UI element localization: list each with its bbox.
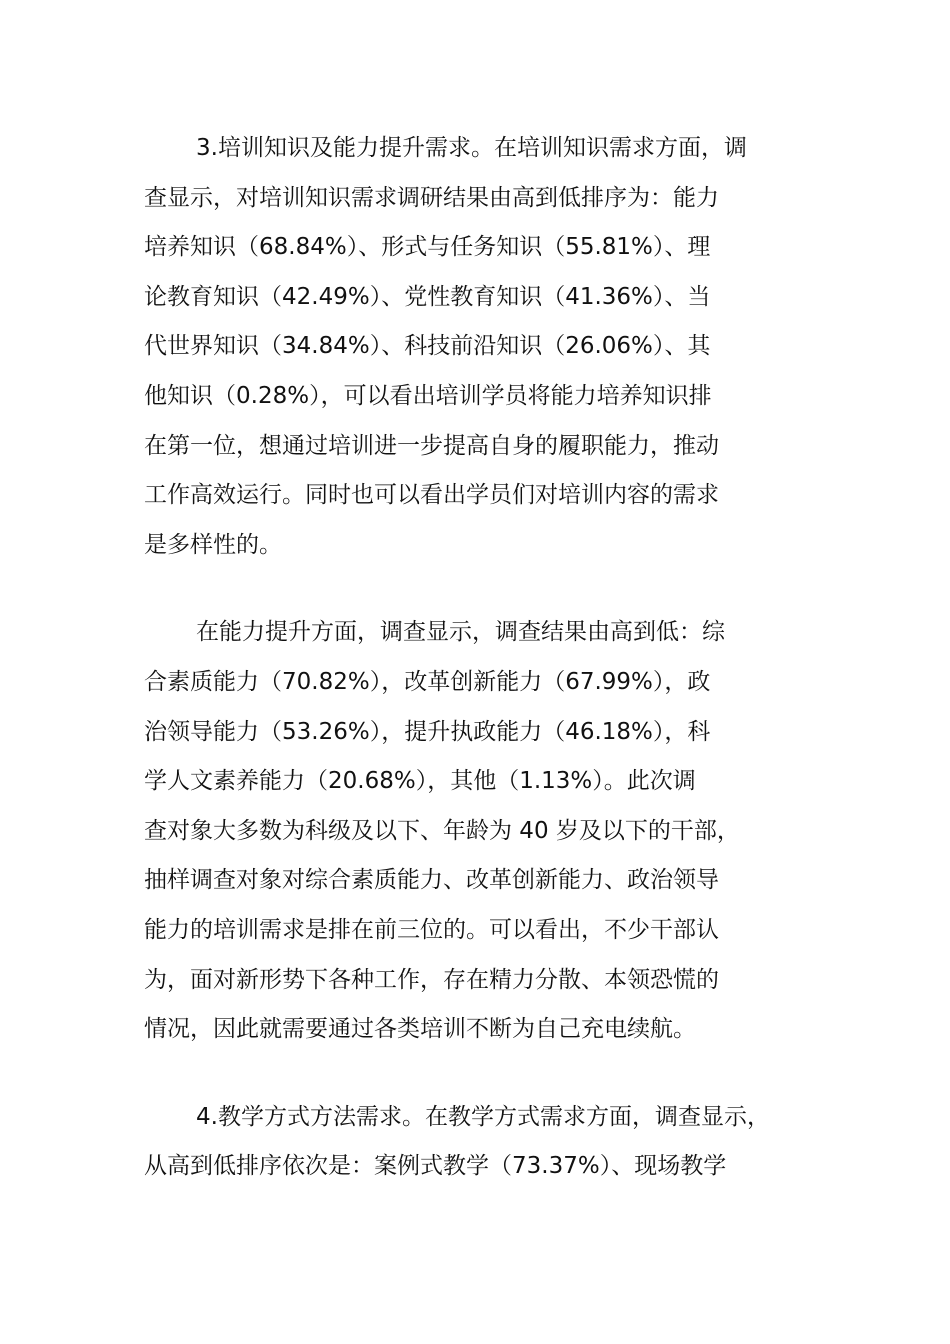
paragraph-line: 在能力提升方面，调查显示，调查结果由高到低：综 — [196, 619, 725, 646]
paragraph-line: 代世界知识（34.84%）、科技前沿知识（26.06%）、其 — [144, 333, 711, 360]
paragraph-training-knowledge — [144, 124, 844, 570]
paragraph-ability-improvement — [144, 608, 844, 1054]
paragraph-line: 抽样调查对象对综合素质能力、改革创新能力、政治领导 — [144, 867, 719, 894]
paragraph-line: 工作高效运行。同时也可以看出学员们对培训内容的需求 — [144, 482, 719, 509]
paragraph-line: 情况，因此就需要通过各类培训不断为自己充电续航。 — [144, 1016, 696, 1043]
paragraph-line: 论教育知识（42.49%）、党性教育知识（41.36%）、当 — [144, 283, 711, 310]
document-body — [144, 124, 844, 1192]
paragraph-line: 从高到低排序依次是：案例式教学（73.37%）、现场教学 — [144, 1153, 727, 1180]
paragraph-spacer — [144, 570, 844, 608]
paragraph-line: 治领导能力（53.26%），提升执政能力（46.18%），科 — [144, 718, 711, 745]
paragraph-line: 培养知识（68.84%）、形式与任务知识（55.81%）、理 — [144, 234, 711, 261]
paragraph-line: 查显示，对培训知识需求调研结果由高到低排序为：能力 — [144, 184, 719, 211]
paragraph-line: 在第一位，想通过培训进一步提高自身的履职能力，推动 — [144, 432, 719, 459]
paragraph-line: 查对象大多数为科级及以下、年龄为 40 岁及以下的干部， — [144, 817, 740, 844]
paragraph-line: 为，面对新形势下各种工作，存在精力分散、本领恐慌的 — [144, 966, 719, 993]
paragraph-line: 他知识（0.28%），可以看出培训学员将能力培养知识排 — [144, 382, 712, 409]
paragraph-line: 3.培训知识及能力提升需求。在培训知识需求方面，调 — [196, 135, 747, 161]
paragraph-line: 合素质能力（70.82%），改革创新能力（67.99%），政 — [144, 668, 711, 695]
paragraph-teaching-methods — [144, 1093, 844, 1192]
paragraph-line: 能力的培训需求是排在前三位的。可以看出，不少干部认 — [144, 916, 719, 943]
paragraph-line: 学人文素养能力（20.68%），其他（1.13%）。此次调 — [144, 768, 696, 795]
paragraph-line: 是多样性的。 — [144, 531, 282, 558]
paragraph-line: 4.教学方式方法需求。在教学方式需求方面，调查显示， — [196, 1103, 770, 1130]
paragraph-spacer — [144, 1055, 844, 1093]
